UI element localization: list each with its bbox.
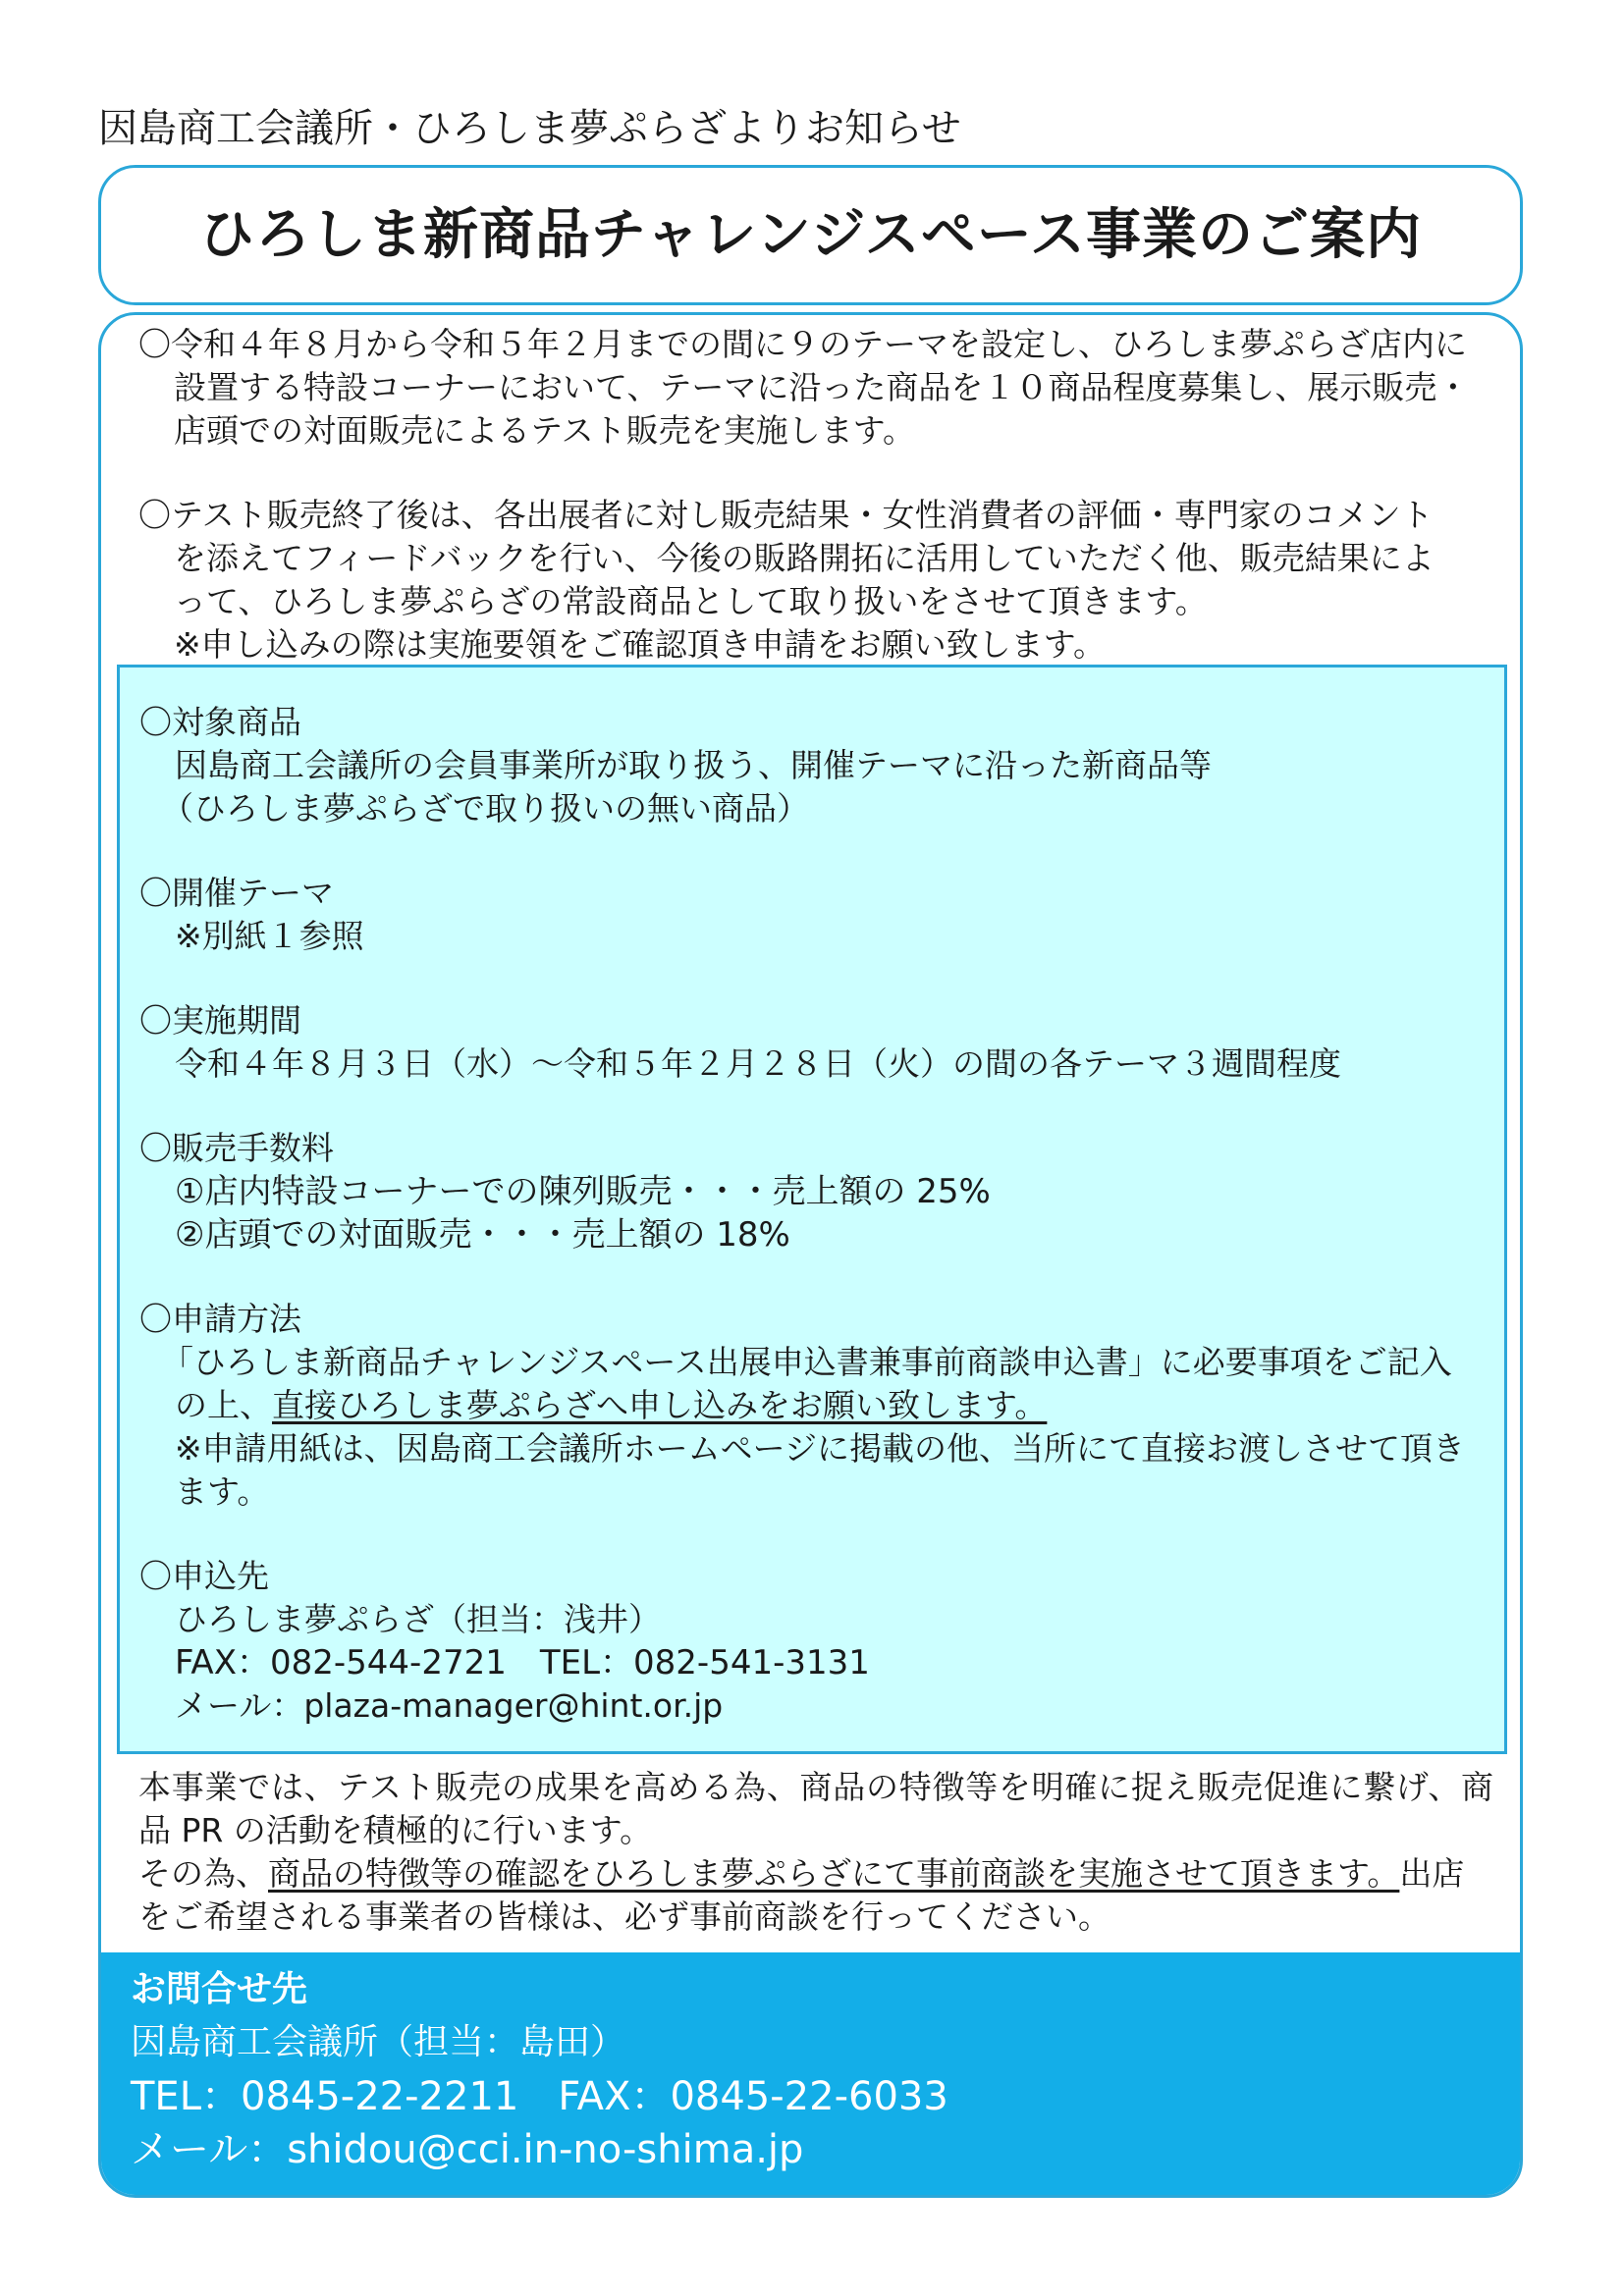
- intro-p2-line4: ※申し込みの際は実施要領をご確認頂き申請をお願い致します。: [174, 625, 1107, 664]
- intro-p1-line2: 設置する特設コーナーにおいて、テーマに沿った商品を１０商品程度募集し、展示販売・: [174, 368, 1470, 406]
- contact-phone-fax: TEL：0845-22-2211 FAX：0845-22-6033: [131, 2074, 948, 2119]
- note-suffix: 出店: [1399, 1854, 1465, 1893]
- section-apply: [139, 1298, 1485, 1514]
- section-line: [139, 1384, 1485, 1427]
- section-fee: [139, 1127, 1485, 1256]
- section-heading: 〇対象商品: [139, 703, 301, 741]
- section-line: 因島商工会議所の会員事業所が取り扱う、開催テーマに沿った新商品等: [175, 746, 1212, 784]
- section-heading: 〇申請方法: [139, 1300, 301, 1338]
- contact-band: [101, 1952, 1520, 2198]
- section-target: [139, 701, 1485, 830]
- intro-p2-line1: 〇テスト販売終了後は、各出展者に対し販売結果・女性消費者の評価・専門家のコメント: [138, 496, 1434, 534]
- note-line3: [138, 1852, 1493, 1896]
- contact-org: 因島商工会議所（担当：島田）: [131, 2022, 626, 2062]
- intro-text: [138, 323, 1493, 667]
- intro-p2-line2: を添えてフィードバックを行い、今後の販路開拓に活用していただく他、販売結果によ: [174, 539, 1435, 577]
- apply-prefix: の上、: [175, 1386, 272, 1424]
- section-heading: 〇販売手数料: [139, 1129, 334, 1167]
- section-line: FAX：082-544-2721 TEL：082-541-3131: [175, 1643, 870, 1682]
- section-line: 「ひろしま新商品チャレンジスペース出展申込書兼事前商談申込書」に必要事項をご記入: [161, 1343, 1452, 1381]
- intro-p2-line3: って、ひろしま夢ぷらざの常設商品として取り扱いをさせて頂きます。: [174, 582, 1208, 620]
- section-line: ひろしま夢ぷらざ（担当：浅井）: [175, 1600, 661, 1638]
- section-line: メール：plaza-manager@hint.or.jp: [175, 1686, 724, 1725]
- note-line1: 本事業では、テスト販売の成果を高める為、商品の特徴等を明確に捉え販売促進に繋げ、商: [138, 1768, 1493, 1806]
- section-heading: 〇開催テーマ: [139, 874, 334, 912]
- note-prefix: その為、: [138, 1854, 268, 1893]
- section-line: ※別紙１参照: [175, 917, 364, 955]
- section-heading: 〇実施期間: [139, 1001, 301, 1040]
- note-line4: をご希望される事業者の皆様は、必ず事前商談を行ってください。: [138, 1897, 1110, 1936]
- section-period: [139, 999, 1485, 1086]
- section-line: ※申請用紙は、因島商工会議所ホームページに掲載の他、当所にて直接お渡しさせて頂き: [175, 1429, 1465, 1468]
- section-line: （ひろしま夢ぷらざで取り扱いの無い商品）: [161, 789, 809, 828]
- note-underlined-text: 商品の特徴等の確認をひろしま夢ぷらざにて事前商談を実施させて頂きます。: [268, 1854, 1400, 1893]
- pre-consultation-note: [138, 1766, 1493, 1939]
- apply-underlined-text: 直接ひろしま夢ぷらざへ申し込みをお願い致します。: [272, 1386, 1048, 1424]
- section-line: 令和４年８月３日（水）～令和５年２月２８日（火）の間の各テーマ３週間程度: [175, 1044, 1341, 1083]
- intro-p1-line1: 〇令和４年８月から令和５年２月までの間に９のテーマを設定し、ひろしま夢ぷらざ店内に: [138, 325, 1467, 363]
- section-heading: 〇申込先: [139, 1557, 269, 1595]
- section-line: ②店頭での対面販売・・・売上額の 18%: [175, 1215, 790, 1255]
- contact-email: メール：shidou@cci.in-no-shima.jp: [131, 2127, 804, 2172]
- section-line: ①店内特設コーナーでの陳列販売・・・売上額の 25%: [175, 1172, 991, 1211]
- section-theme: [139, 872, 1485, 958]
- page-title: ひろしま新商品チャレンジスペース事業のご案内: [198, 203, 1423, 267]
- main-content-box: [98, 312, 1523, 2198]
- intro-p1-line3: 店頭での対面販売によるテスト販売を実施します。: [174, 411, 916, 450]
- contact-heading: お問合せ先: [131, 1969, 308, 2009]
- header-note: 因島商工会議所・ひろしま夢ぷらざよりお知らせ: [98, 106, 961, 151]
- details-panel: [117, 665, 1507, 1754]
- section-destination: [139, 1555, 1485, 1728]
- section-line: ます。: [175, 1472, 270, 1511]
- note-line2: 品 PR の活動を積極的に行います。: [138, 1811, 653, 1849]
- title-box: [98, 165, 1523, 305]
